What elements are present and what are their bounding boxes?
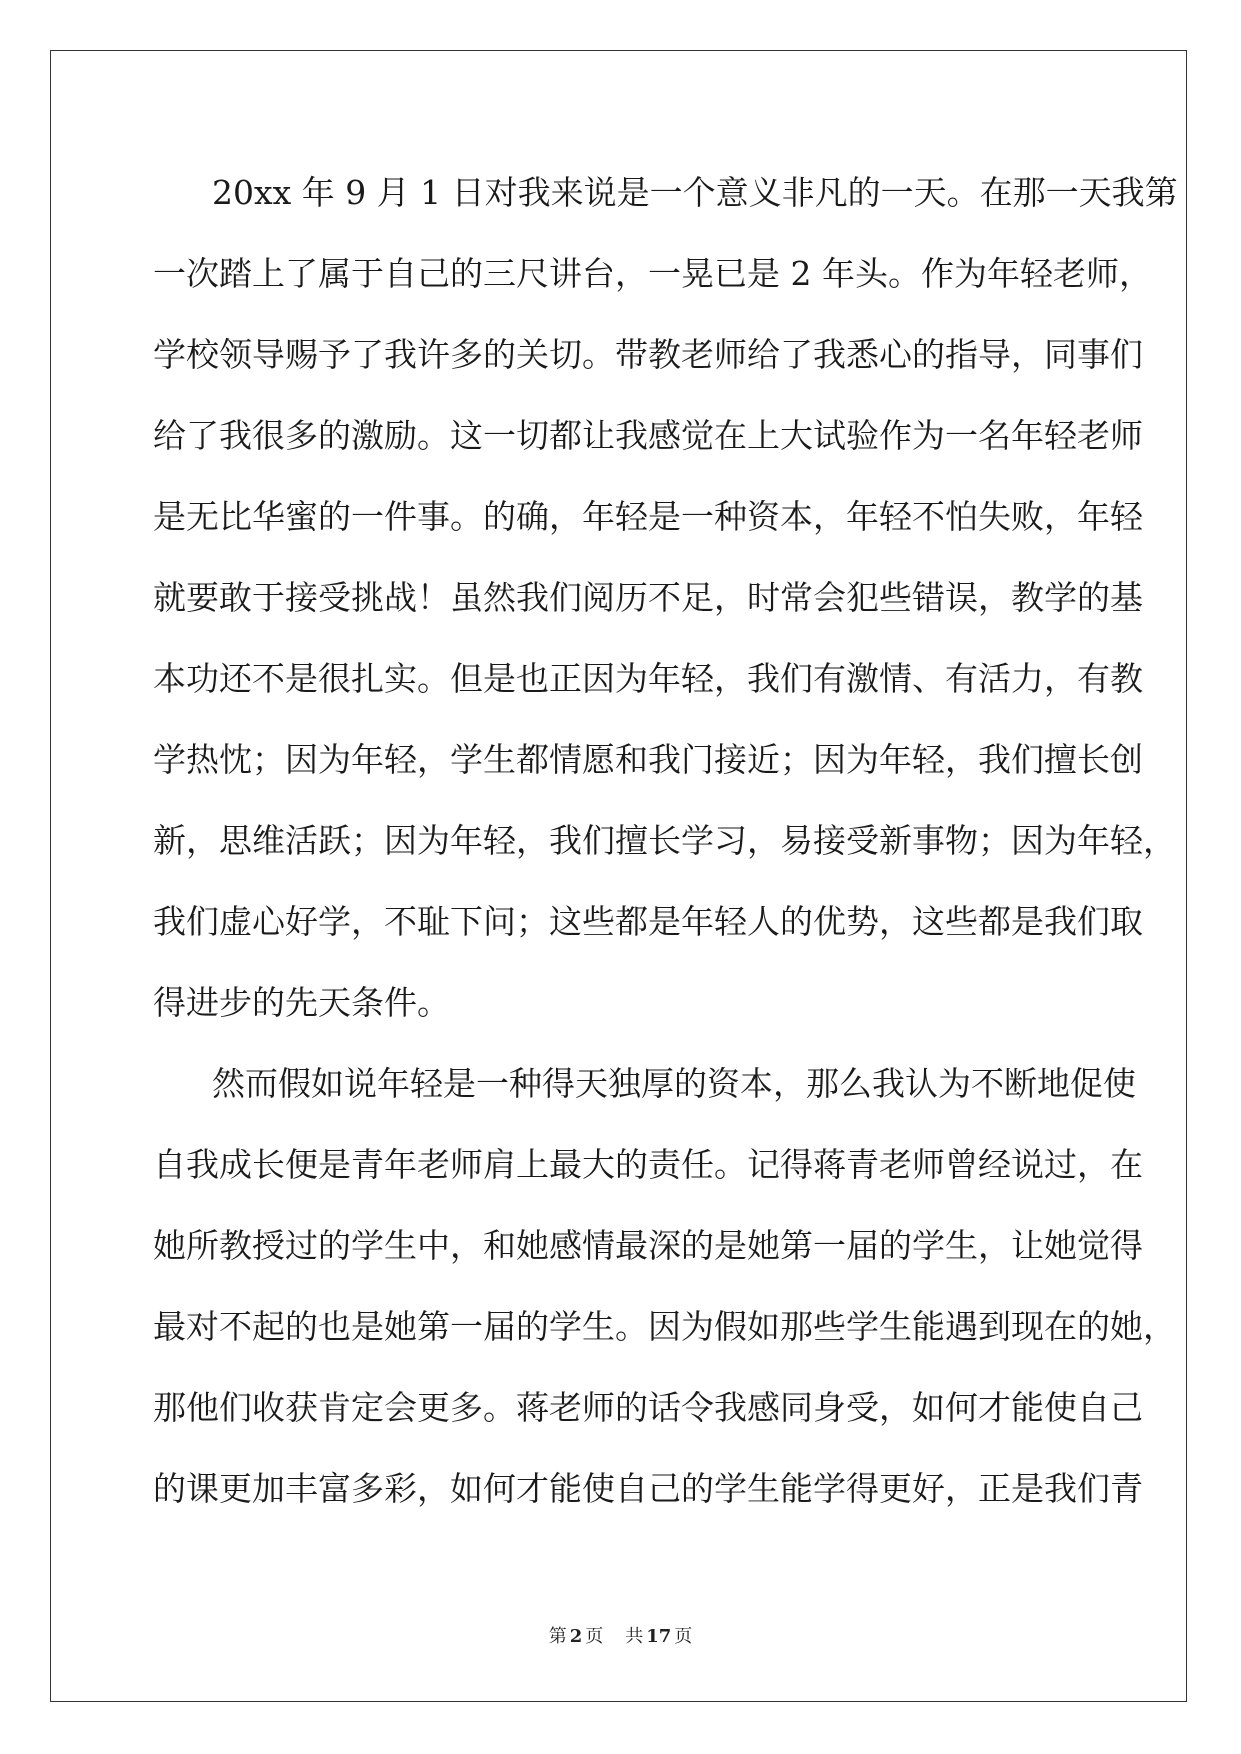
text-line: 本功还不是很扎实。但是也正因为年轻，我们有激情、有活力，有教 [153, 659, 1143, 698]
document-body [153, 152, 1178, 1529]
text-line: 最对不起的也是她第一届的学生。因为假如那些学生能遇到现在的她， [153, 1307, 1176, 1346]
total-pages-suffix: 页 [674, 1626, 693, 1647]
total-pages-prefix: 共 [625, 1626, 644, 1647]
text-line: 自我成长便是青年老师肩上最大的责任。记得蒋青老师曾经说过，在 [153, 1145, 1143, 1184]
text-line: 的课更加丰富多彩，如何才能使自己的学生能学得更好，正是我们青 [153, 1469, 1143, 1508]
text-line: 给了我很多的激励。这一切都让我感觉在上大试验作为一名年轻老师 [153, 416, 1143, 455]
text-line: 就要敢于接受挑战！虽然我们阅历不足，时常会犯些错误，教学的基 [153, 578, 1143, 617]
page-footer [0, 1624, 1241, 1650]
page-number-suffix: 页 [585, 1626, 604, 1647]
text-line: 是无比华蜜的一件事。的确，年轻是一种资本，年轻不怕失败，年轻 [153, 497, 1143, 536]
text-line: 20xx 年 9 月 1 日对我来说是一个意义非凡的一天。在那一天我第 [212, 173, 1178, 212]
text-line: 一次踏上了属于自己的三尺讲台，一晃已是 2 年头。作为年轻老师， [153, 254, 1152, 293]
text-line: 她所教授过的学生中，和她感情最深的是她第一届的学生，让她觉得 [153, 1226, 1143, 1265]
text-line: 我们虚心好学，不耻下问；这些都是年轻人的优势，这些都是我们取 [153, 902, 1143, 941]
text-line: 学热忱；因为年轻，学生都情愿和我门接近；因为年轻，我们擅长创 [153, 740, 1143, 779]
text-line: 学校领导赐予了我许多的关切。带教老师给了我悉心的指导，同事们 [153, 335, 1143, 374]
text-line: 然而假如说年轻是一种得天独厚的资本，那么我认为不断地促使 [212, 1064, 1136, 1103]
text-line: 得进步的先天条件。 [153, 983, 450, 1022]
text-line: 那他们收获肯定会更多。蒋老师的话令我感同身受，如何才能使自己 [153, 1388, 1143, 1427]
current-page-number: 2 [569, 1626, 583, 1647]
page-number-prefix: 第 [548, 1626, 567, 1647]
text-line: 新，思维活跃；因为年轻，我们擅长学习，易接受新事物；因为年轻， [153, 821, 1176, 860]
paragraph-1 [153, 152, 1178, 1043]
paragraph-2 [153, 1043, 1176, 1529]
total-page-count: 17 [646, 1626, 672, 1647]
